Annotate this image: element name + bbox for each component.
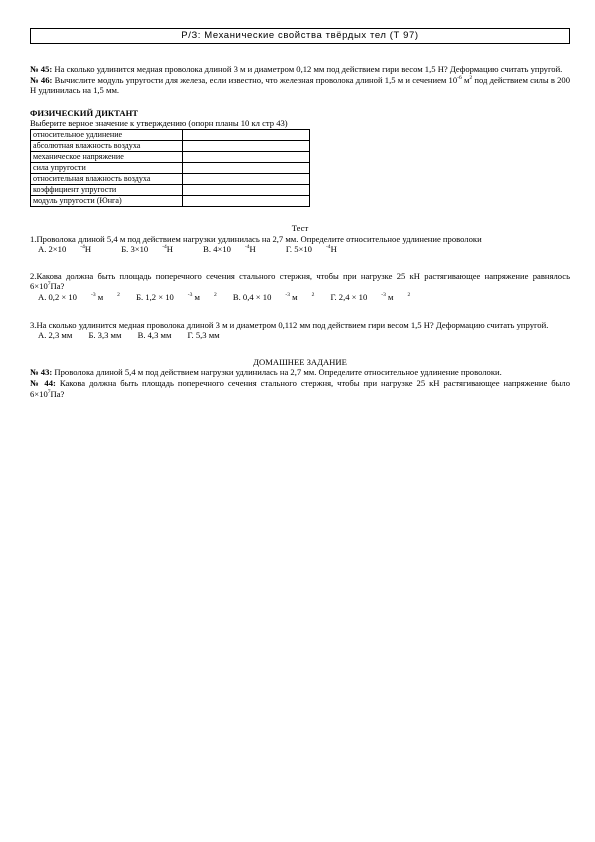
table-row: коэффициент упругости xyxy=(31,184,310,195)
option-b[interactable]: Б. 1,2 × 10 $^{-3}$ м $^2$ xyxy=(136,291,217,302)
dictation-table xyxy=(30,129,310,207)
dictation-heading: ФИЗИЧЕСКИЙ ДИКТАНТ xyxy=(30,107,139,118)
test-q1-options xyxy=(30,244,570,255)
option-d[interactable]: Г. 5,3 мм xyxy=(187,330,220,341)
answer-cell[interactable] xyxy=(183,162,310,173)
problem-46: № 46: Вычислите модуль упругости для железа, если известно, что железная проволока длиной 1,5 м и сечением $10^{-6}$ $м^2$ под действием силы в 200 Н удлинилась на 1,5 мм. xyxy=(30,74,571,96)
option-b[interactable]: Б. 3,3 мм xyxy=(88,330,122,341)
homework-43: № 43: Проволока длиной 5,4 м под действием нагрузки удлинилась на 2,7 мм. Определите относительное удлинение проволоки. xyxy=(30,367,502,378)
document-page xyxy=(30,28,570,399)
homework-44: № 44: Какова должна быть площадь поперечного сечения стального стержня, чтобы при нагрузке 25 кН растягивающее напряжение было $6\times 10^7Па$? xyxy=(30,377,570,399)
problem-45: № 45: На сколько удлинится медная проволока длиной 3 м и диаметром 0,12 мм под действием гири весом 1,5 Н? Деформацию считать упругой. xyxy=(30,64,563,74)
answer-cell[interactable] xyxy=(183,151,310,162)
answer-cell[interactable] xyxy=(183,184,310,195)
option-d[interactable]: Г. 2,4 × 10 $^{-3}$ м $^2$ xyxy=(330,291,411,302)
answer-cell[interactable] xyxy=(183,140,310,151)
option-a[interactable]: А. 0,2 × 10 $^{-3}$ м $^2$ xyxy=(38,291,120,302)
option-a[interactable]: А. 2×10 $^{-4}$Н xyxy=(38,244,92,255)
option-a[interactable]: А. 2,3 мм xyxy=(38,330,73,341)
answer-cell[interactable] xyxy=(183,195,310,206)
table-row: механическое напряжение xyxy=(31,151,310,162)
answer-cell[interactable] xyxy=(183,173,310,184)
homework-heading: ДОМАШНЕЕ ЗАДАНИЕ xyxy=(253,356,347,367)
test-heading: Тест xyxy=(291,222,309,233)
table-row: относительное удлинение xyxy=(31,129,310,140)
answer-cell[interactable] xyxy=(183,129,310,140)
option-b[interactable]: Б. 3×10 $^{-4}$Н xyxy=(121,244,174,255)
option-c[interactable]: В. 4×10 $^{-4}$Н xyxy=(203,244,256,255)
page-title: Р/З: Механические свойства твёрдых тел (Т 97) xyxy=(30,28,570,44)
table-row: относительная влажность воздуха xyxy=(31,173,310,184)
table-row: абсолютная влажность воздуха xyxy=(31,140,310,151)
option-d[interactable]: Г. 5×10 $^{-4}$Н xyxy=(285,244,337,255)
option-c[interactable]: В. 0,4 × 10 $^{-3}$ м $^2$ xyxy=(232,291,315,302)
test-question-3: 3.На сколько удлинится медная проволока длиной 3 м и диаметром 0,112 мм под действием гири весом 1,5 Н? Деформацию считать упругой. xyxy=(30,319,549,330)
test-question-1: 1.Проволока длиной 5,4 м под действием нагрузки удлинилась на 2,7 мм. Определите относительное удлинение проволоки xyxy=(30,233,482,244)
test-q2-options xyxy=(30,292,570,303)
option-c[interactable]: В. 4,3 мм xyxy=(137,330,172,341)
table-row: модуль упругости (Юнга) xyxy=(31,195,310,206)
test-q3-options xyxy=(30,330,570,341)
test-question-2: 2.Какова должна быть площадь поперечного сечения стального стержня, чтобы при нагрузке 25 кН растягивающее напряжение равнялось $6\times 10^7Па$? xyxy=(30,270,570,292)
dictation-instruction: Выберите верное значение к утверждению (опорн планы 10 кл стр 43) xyxy=(30,118,288,129)
table-row: сила упругости xyxy=(31,162,310,173)
